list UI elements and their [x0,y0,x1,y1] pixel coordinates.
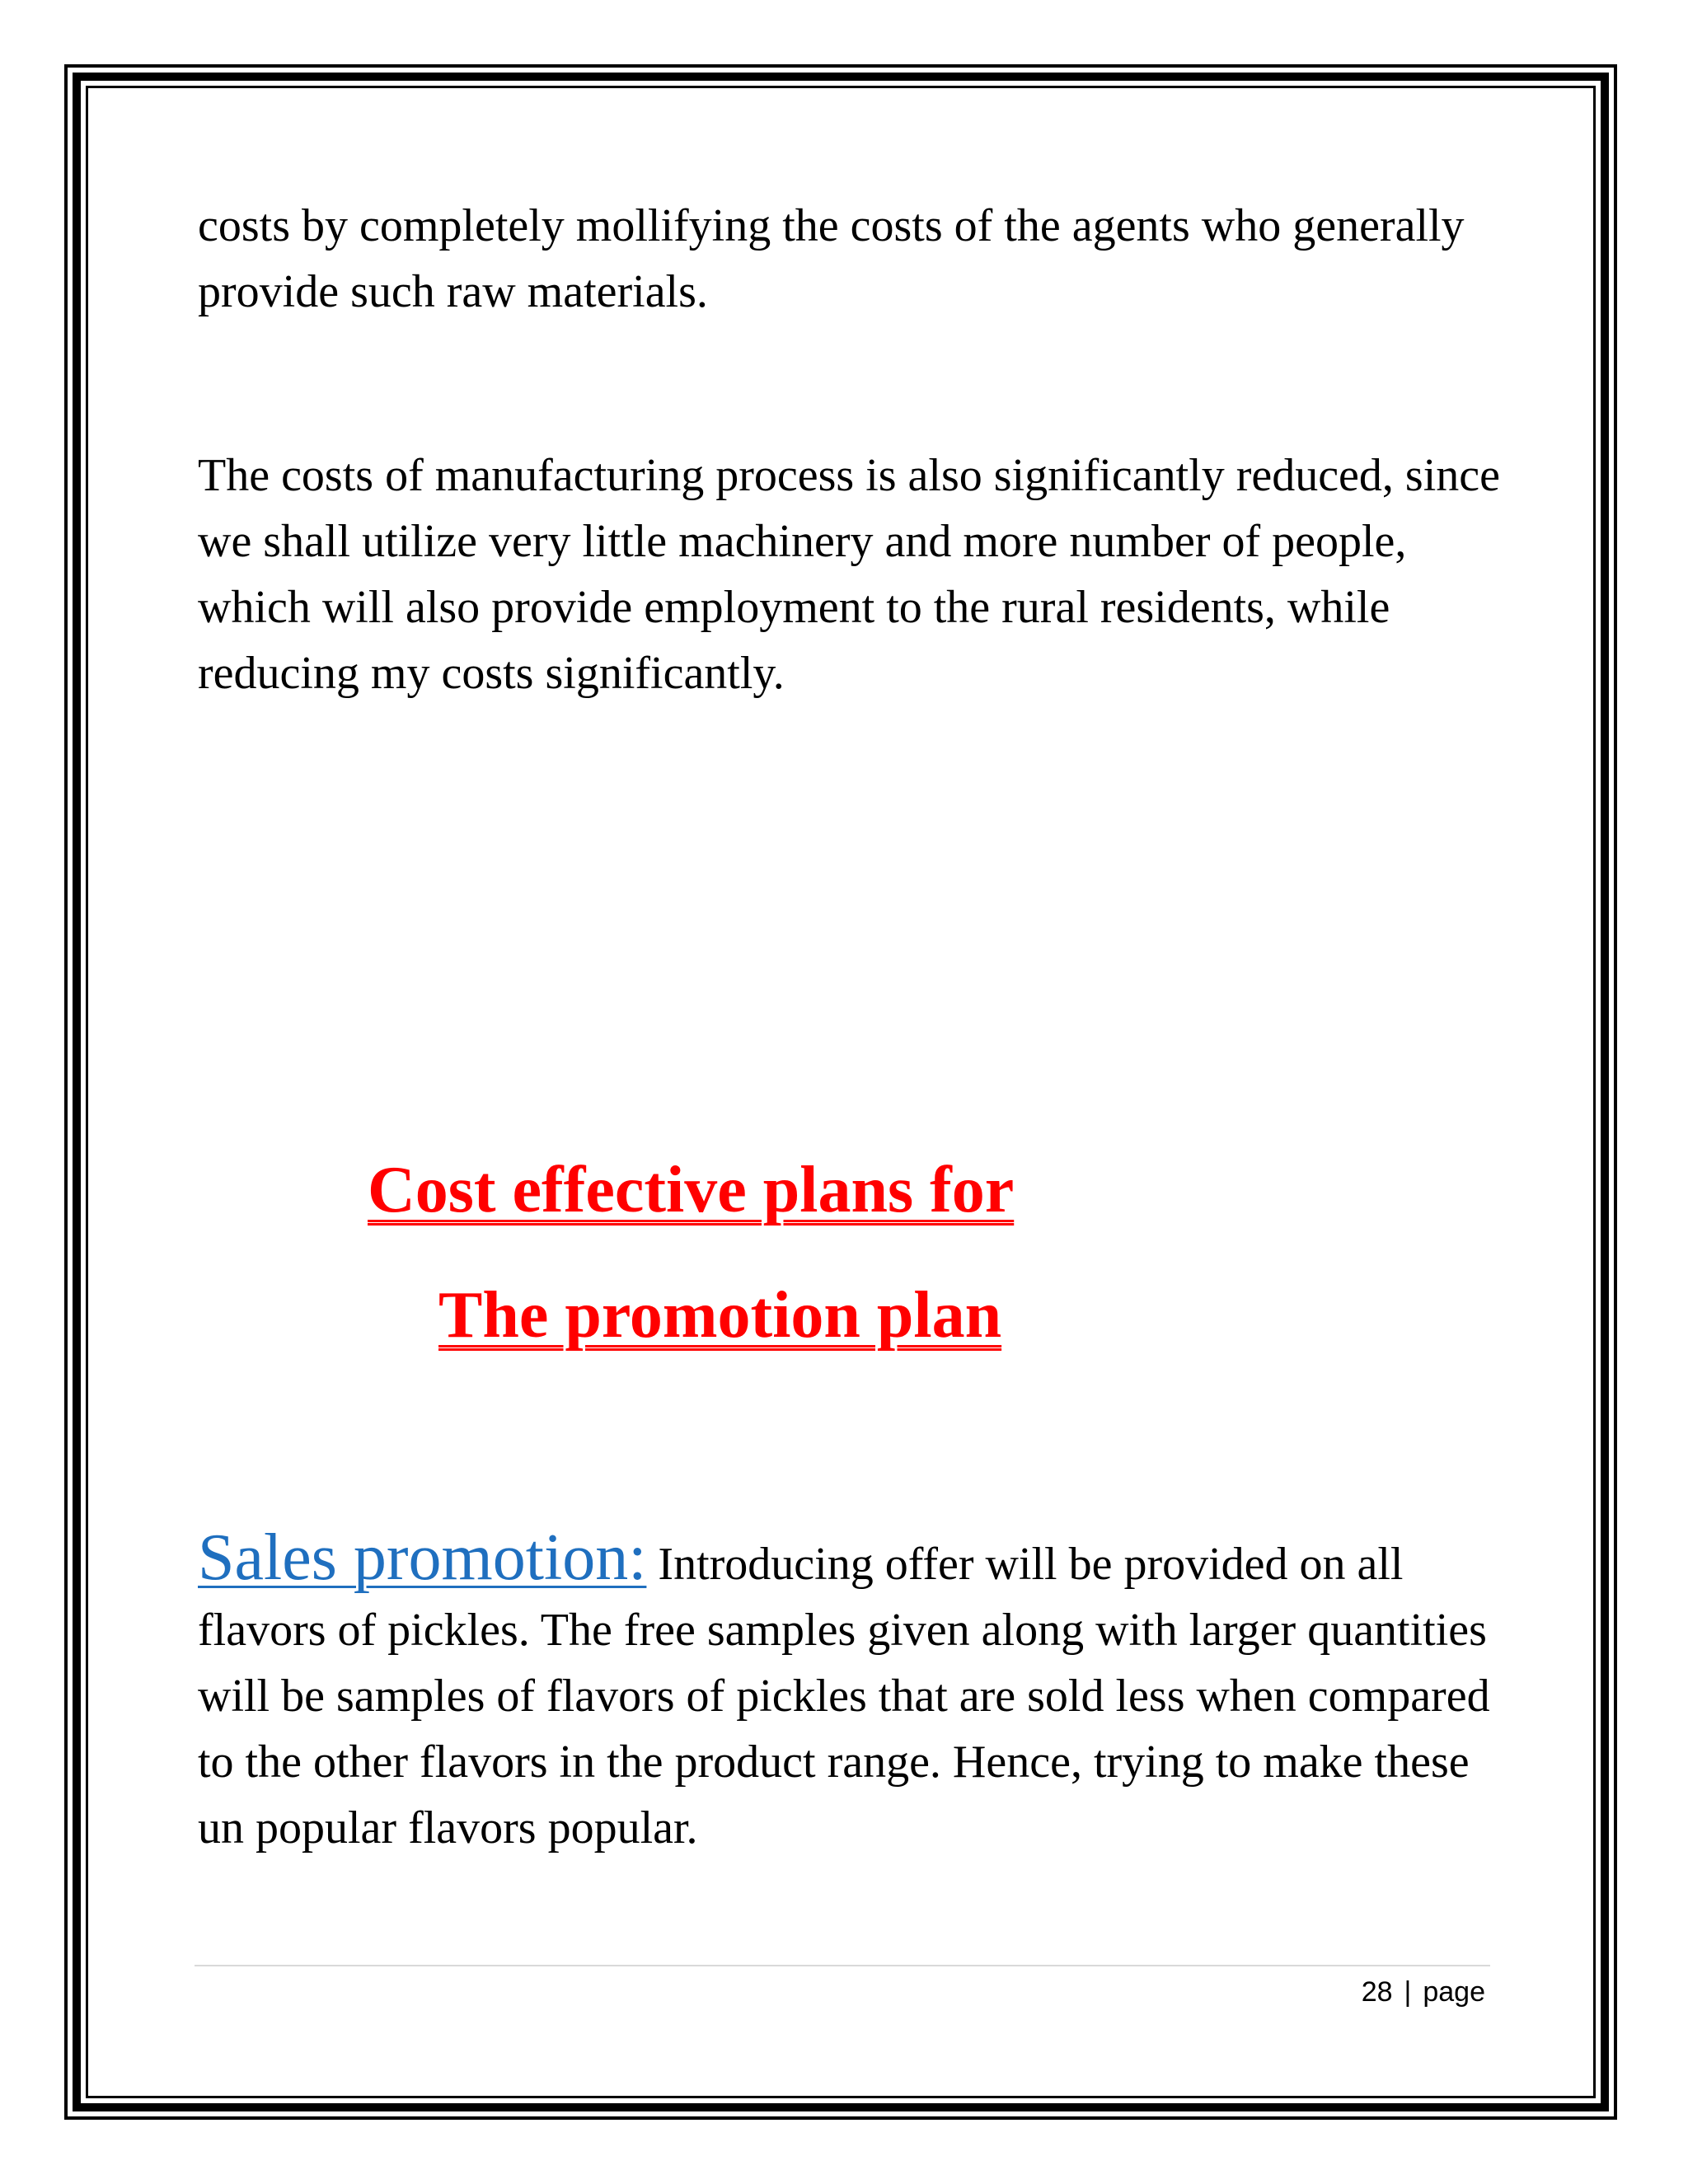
paragraph-manufacturing-costs: The costs of manufacturing process is also significantly reduced, since we shall utilize very little machinery and more number of people, which will also provide employment to the rural residents, while reducing my costs significantly. [198,450,1500,699]
heading-promotion-plan: The promotion plan [438,1279,1002,1352]
paragraph-sales-promotion [198,1521,1517,1861]
heading-cost-effective-plans: Cost effective plans for [368,1154,1015,1226]
footer-divider [195,1965,1490,1966]
page-number: 28 [1361,1976,1393,2008]
footer-separator: | [1404,1976,1412,2008]
paragraph-raw-materials: costs by completely mollifying the costs of the agents who generally provide such raw materials. [198,200,1465,317]
sales-promotion-label: Sales promotion: [198,1521,647,1594]
sales-promotion-text: Introducing offer will be provided on all flavors of pickles. The free samples given along with larger quantities will be samples of flavors of pickles that are sold less when compared to the other flavors in the product range. Hence, trying to make these un popular flavors popular. [198,1539,1490,1854]
page-label: page [1423,1976,1485,2008]
page-footer [1362,1971,1485,2013]
